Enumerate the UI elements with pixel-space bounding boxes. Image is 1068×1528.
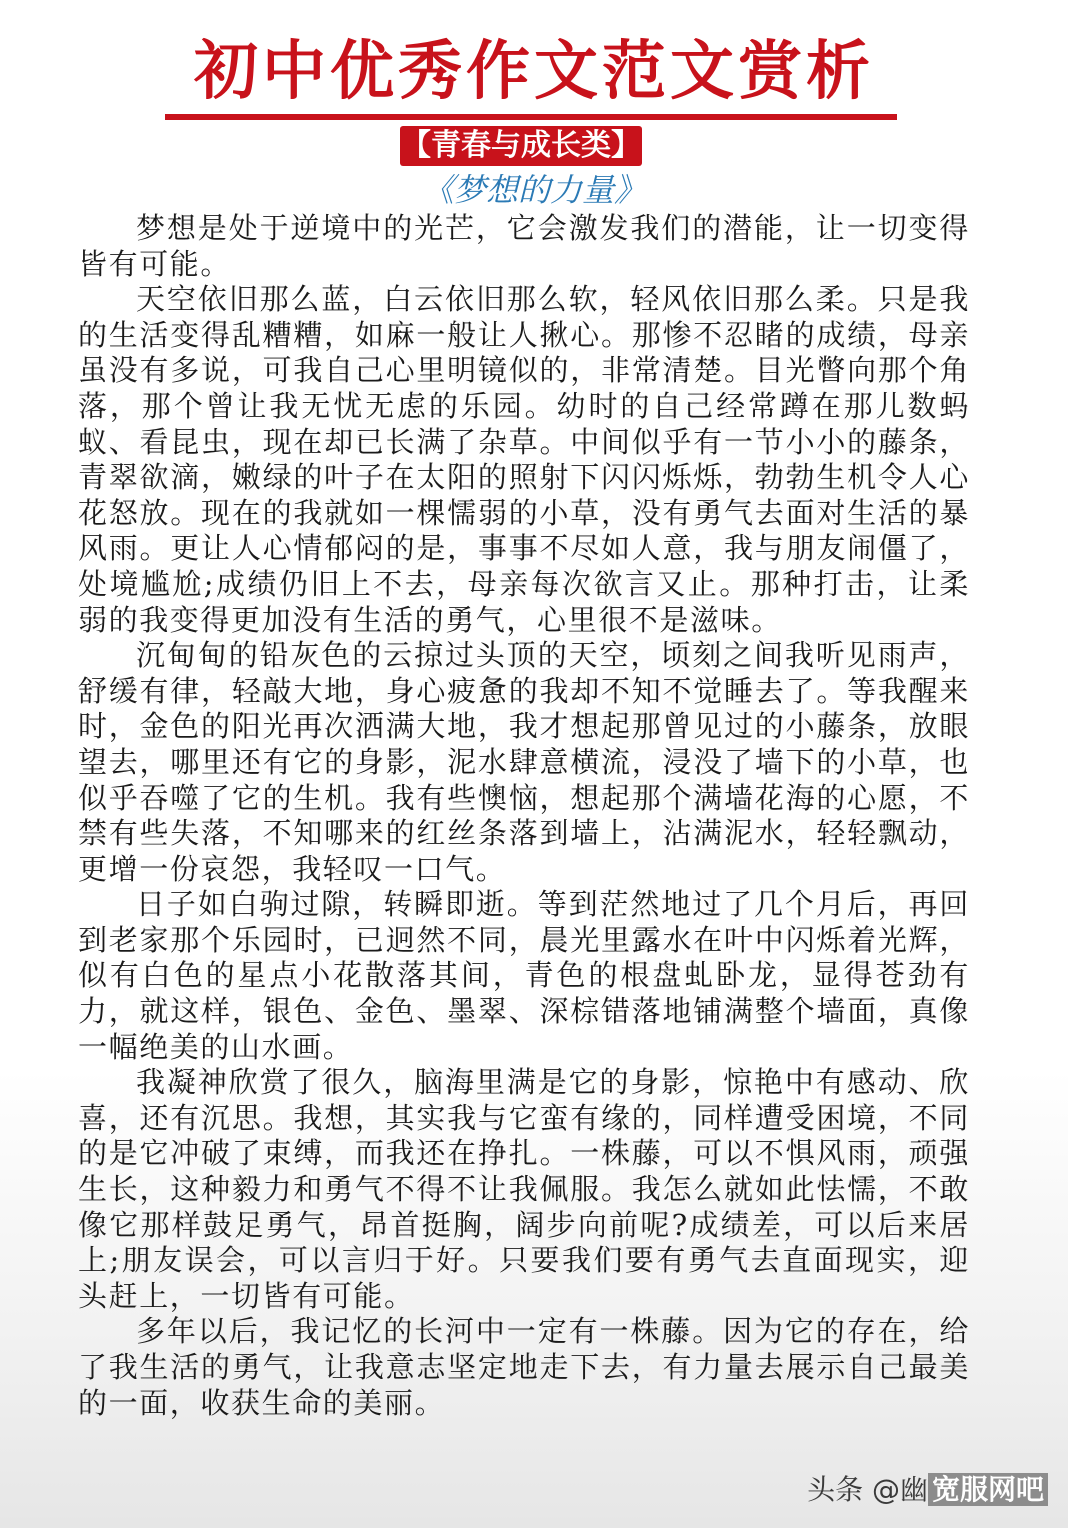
watermark bbox=[807, 1472, 1048, 1508]
title-underline bbox=[165, 114, 897, 120]
essay-paragraph: 我凝神欣赏了很久，脑海里满是它的身影，惊艳中有感动、欣喜，还有沉思。我想，其实我与它蛮有缘的，同样遭受困境，不同的是它冲破了束缚，而我还在挣扎。一株藤，可以不惧风雨，顽强生长，这种毅力和勇气不得不让我佩服。我怎么就如此怯懦，不敢像它那样鼓足勇气，昂首挺胸，阔步向前呢?成绩差，可以后来居上;朋友误会，可以言归于好。只要我们要有勇气去直面现实，迎头赶上，一切皆有可能。 bbox=[78, 1065, 970, 1313]
page-title: 初中优秀作文范文赏析 bbox=[194, 34, 874, 109]
category-badge: 【青春与成长类】 bbox=[400, 126, 642, 166]
essay-paragraph: 多年以后，我记忆的长河中一定有一株藤。因为它的存在，给了我生活的勇气，让我意志坚定地走下去，有力量去展示自己最美的一面，收获生命的美丽。 bbox=[78, 1314, 970, 1420]
watermark-site: 宽服网吧 bbox=[928, 1473, 1048, 1506]
essay-title: 《梦想的力量》 bbox=[421, 171, 646, 209]
essay-body bbox=[78, 211, 970, 1421]
essay-paragraph: 日子如白驹过隙，转瞬即逝。等到茫然地过了几个月后，再回到老家那个乐园时，已迥然不同，晨光里露水在叶中闪烁着光辉，似有白色的星点小花散落其间，青色的根盘虬卧龙，显得苍劲有力，就这样，银色、金色、墨翠、深棕错落地铺满整个墙面，真像一幅绝美的山水画。 bbox=[78, 887, 970, 1064]
essay-paragraph: 梦想是处于逆境中的光芒，它会激发我们的潜能，让一切变得皆有可能。 bbox=[78, 211, 970, 281]
essay-paragraph: 天空依旧那么蓝，白云依旧那么软，轻风依旧那么柔。只是我的生活变得乱糟糟，如麻一般让人揪心。那惨不忍睹的成绩，母亲虽没有多说，可我自己心里明镜似的，非常清楚。目光瞥向那个角落，那个曾让我无忧无虑的乐园。幼时的自己经常蹲在那儿数蚂蚁、看昆虫，现在却已长满了杂草。中间似乎有一节小小的藤条，青翠欲滴，嫩绿的叶子在太阳的照射下闪闪烁烁，勃勃生机令人心花怒放。现在的我就如一棵懦弱的小草，没有勇气去面对生活的暴风雨。更让人心情郁闷的是，事事不尽如人意，我与朋友闹僵了，处境尴尬;成绩仍旧上不去，母亲每次欲言又止。那种打击，让柔弱的我变得更加没有生活的勇气，心里很不是滋味。 bbox=[78, 282, 970, 637]
watermark-account: 头条 @幽 bbox=[807, 1473, 928, 1506]
essay-paragraph: 沉甸甸的铅灰色的云掠过头顶的天空，顷刻之间我听见雨声，舒缓有律，轻敲大地，身心疲惫的我却不知不觉睡去了。等我醒来时，金色的阳光再次洒满大地，我才想起那曾见过的小藤条，放眼望去，哪里还有它的身影，泥水肆意横流，浸没了墙下的小草，也似乎吞噬了它的生机。我有些懊恼，想起那个满墙花海的心愿，不禁有些失落，不知哪来的红丝条落到墙上，沾满泥水，轻轻飘动，更增一份哀怨，我轻叹一口气。 bbox=[78, 638, 970, 886]
